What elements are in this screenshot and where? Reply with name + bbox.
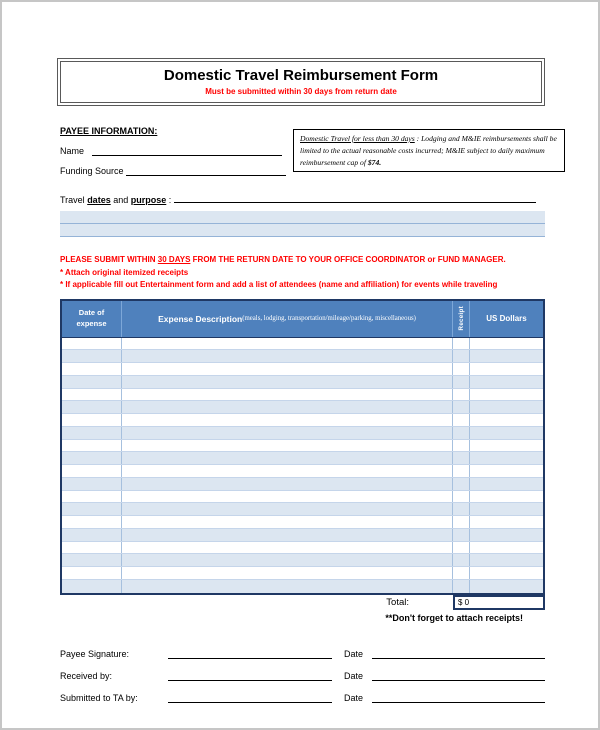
payee-signature-row [60, 645, 545, 659]
amount-cell[interactable] [470, 478, 543, 490]
receipt-cell[interactable] [453, 427, 470, 439]
total-row [60, 595, 545, 611]
expense-table-row [62, 465, 543, 478]
instruction-line-1 [60, 254, 545, 267]
column-header-description-main: Expense Description [158, 313, 243, 324]
column-header-date: Date of expense [62, 301, 122, 337]
amount-cell[interactable] [470, 580, 543, 593]
travel-dates-row [60, 192, 545, 205]
description-cell[interactable] [122, 567, 453, 579]
column-header-receipt-label: Receipt [457, 306, 465, 331]
amount-cell[interactable] [470, 414, 543, 426]
expense-table-row [62, 491, 543, 504]
funding-source-label: Funding Source [60, 166, 124, 176]
date-cell[interactable] [62, 516, 122, 528]
amount-cell[interactable] [470, 503, 543, 515]
amount-cell[interactable] [470, 529, 543, 541]
instructions-block [60, 254, 545, 292]
description-cell[interactable] [122, 542, 453, 554]
receipt-cell[interactable] [453, 478, 470, 490]
receipt-cell[interactable] [453, 529, 470, 541]
expense-table-row [62, 567, 543, 580]
date-cell[interactable] [62, 338, 122, 350]
date-cell[interactable] [62, 363, 122, 375]
date-cell[interactable] [62, 542, 122, 554]
expense-table-row [62, 554, 543, 567]
funding-source-input-line[interactable] [126, 165, 286, 176]
travel-label-dates: dates [87, 195, 111, 205]
expense-table-row [62, 516, 543, 529]
submitted-date-line[interactable] [372, 690, 545, 703]
expense-table-row [62, 427, 543, 440]
description-cell[interactable] [122, 529, 453, 541]
receipt-cell[interactable] [453, 414, 470, 426]
attach-receipts-note: **Don't forget to attach receipts! [385, 612, 523, 623]
amount-cell[interactable] [470, 491, 543, 503]
name-input-line[interactable] [92, 145, 282, 156]
expense-table-row [62, 542, 543, 555]
date-cell[interactable] [62, 465, 122, 477]
receipt-cell[interactable] [453, 338, 470, 350]
amount-cell[interactable] [470, 338, 543, 350]
total-amount-cell: $ 0 [453, 595, 545, 610]
description-cell[interactable] [122, 376, 453, 388]
travel-label-and: and [113, 195, 129, 205]
description-cell[interactable] [122, 465, 453, 477]
payee-signature-label: Payee Signature: [60, 648, 130, 659]
received-date-line[interactable] [372, 668, 545, 681]
amount-cell[interactable] [470, 465, 543, 477]
expense-table-row [62, 414, 543, 427]
total-label: Total: [386, 597, 409, 608]
column-header-receipt [453, 301, 470, 337]
instruction-line-1-prefix: PLEASE SUBMIT WITHIN [60, 255, 156, 264]
description-cell[interactable] [122, 491, 453, 503]
travel-label-colon: : [168, 195, 172, 205]
expense-table-row [62, 363, 543, 376]
payee-date-label: Date [344, 648, 364, 659]
description-cell[interactable] [122, 338, 453, 350]
amount-cell[interactable] [470, 350, 543, 362]
date-cell[interactable] [62, 503, 122, 515]
expense-table-row [62, 440, 543, 453]
received-by-line[interactable] [168, 668, 332, 681]
expense-table-row [62, 401, 543, 414]
title-box-inner [60, 61, 542, 103]
date-cell[interactable] [62, 350, 122, 362]
submitted-ta-row [60, 689, 545, 703]
column-header-description [122, 301, 453, 337]
travel-entry-line-1[interactable] [60, 211, 545, 224]
amount-cell[interactable] [470, 452, 543, 464]
description-cell[interactable] [122, 350, 453, 362]
expense-table-row [62, 338, 543, 351]
submitted-ta-label: Submitted to TA by: [60, 692, 138, 703]
description-cell[interactable] [122, 440, 453, 452]
policy-notice-text: : Lodging and M&IE reimbursements shall be limited to the actual reasonable costs incurred; M&IE subject to daily maximum reimbursement cap of [300, 134, 557, 167]
description-cell[interactable] [122, 516, 453, 528]
expense-table-header [62, 301, 543, 338]
expense-table-row [62, 452, 543, 465]
date-cell[interactable] [62, 452, 122, 464]
receipt-cell[interactable] [453, 516, 470, 528]
description-cell[interactable] [122, 503, 453, 515]
amount-cell[interactable] [470, 427, 543, 439]
date-cell[interactable] [62, 478, 122, 490]
name-field-row [60, 145, 290, 156]
expense-table-body [62, 338, 543, 593]
description-cell[interactable] [122, 414, 453, 426]
date-cell[interactable] [62, 401, 122, 413]
receipt-cell[interactable] [453, 567, 470, 579]
signature-section [60, 645, 545, 703]
date-cell[interactable] [62, 491, 122, 503]
date-cell[interactable] [62, 529, 122, 541]
title-box [57, 58, 545, 106]
description-cell[interactable] [122, 389, 453, 401]
description-cell[interactable] [122, 554, 453, 566]
description-cell[interactable] [122, 478, 453, 490]
amount-cell[interactable] [470, 542, 543, 554]
amount-cell[interactable] [470, 554, 543, 566]
receipt-cell[interactable] [453, 580, 470, 593]
instruction-line-1-underlined: 30 DAYS [157, 255, 191, 264]
date-cell[interactable] [62, 554, 122, 566]
policy-notice-underlined: Domestic Travel for less than 30 days [300, 134, 415, 143]
description-cell[interactable] [122, 452, 453, 464]
instruction-line-1-suffix: FROM THE RETURN DATE TO YOUR OFFICE COORDINATOR or FUND MANAGER. [192, 255, 506, 264]
receipt-cell[interactable] [453, 350, 470, 362]
payee-signature-line[interactable] [168, 646, 332, 659]
expense-table-row [62, 503, 543, 516]
travel-input-line[interactable] [174, 192, 536, 203]
amount-cell[interactable] [470, 440, 543, 452]
column-header-description-sub: (meals, lodging, transportation/mileage/parking, miscellaneous) [242, 315, 416, 322]
expense-table [60, 299, 545, 595]
instruction-line-2: * Attach original itemized receipts [60, 267, 189, 277]
receipt-cell[interactable] [453, 363, 470, 375]
payee-section [60, 126, 565, 182]
name-label: Name [60, 146, 85, 156]
receipt-cell[interactable] [453, 465, 470, 477]
expense-table-row [62, 478, 543, 491]
expense-table-row [62, 529, 543, 542]
description-cell[interactable] [122, 401, 453, 413]
travel-label-purpose: purpose [130, 195, 167, 205]
amount-cell[interactable] [470, 389, 543, 401]
receipt-cell[interactable] [453, 452, 470, 464]
policy-notice-box [293, 129, 565, 172]
receipt-cell[interactable] [453, 542, 470, 554]
received-by-label: Received by: [60, 670, 113, 681]
receipt-cell[interactable] [453, 440, 470, 452]
date-cell[interactable] [62, 389, 122, 401]
receipt-cell[interactable] [453, 401, 470, 413]
received-by-row [60, 667, 545, 681]
description-cell[interactable] [122, 363, 453, 375]
instruction-line-3: * If applicable fill out Entertainment form and add a list of attendees (name and affiliation) for events while traveling [60, 280, 498, 289]
receipt-cell[interactable] [453, 376, 470, 388]
form-subtitle: Must be submitted within 30 days from return date [205, 87, 397, 96]
received-date-label: Date [344, 670, 364, 681]
date-cell[interactable] [62, 427, 122, 439]
amount-cell[interactable] [470, 401, 543, 413]
date-cell[interactable] [62, 580, 122, 593]
description-cell[interactable] [122, 427, 453, 439]
receipt-cell[interactable] [453, 491, 470, 503]
expense-table-row [62, 350, 543, 363]
amount-cell[interactable] [470, 516, 543, 528]
amount-cell[interactable] [470, 567, 543, 579]
date-cell[interactable] [62, 376, 122, 388]
travel-label-prefix: Travel [60, 195, 85, 205]
receipt-cell[interactable] [453, 503, 470, 515]
expense-table-row [62, 389, 543, 402]
expense-table-row [62, 580, 543, 593]
payee-date-line[interactable] [372, 646, 545, 659]
submitted-ta-line[interactable] [168, 690, 332, 703]
receipt-cell[interactable] [453, 554, 470, 566]
form-title: Domestic Travel Reimbursement Form [163, 67, 439, 84]
submitted-date-label: Date [344, 692, 364, 703]
travel-entry-line-2[interactable] [60, 224, 545, 237]
funding-field-row [60, 165, 290, 176]
description-cell[interactable] [122, 580, 453, 593]
date-cell[interactable] [62, 414, 122, 426]
policy-notice-amount: $74. [367, 157, 382, 167]
amount-cell[interactable] [470, 363, 543, 375]
date-cell[interactable] [62, 440, 122, 452]
amount-cell[interactable] [470, 376, 543, 388]
receipt-cell[interactable] [453, 389, 470, 401]
payee-information-heading: PAYEE INFORMATION: [60, 126, 158, 136]
date-cell[interactable] [62, 567, 122, 579]
expense-table-row [62, 376, 543, 389]
column-header-usd: US Dollars [486, 314, 527, 323]
